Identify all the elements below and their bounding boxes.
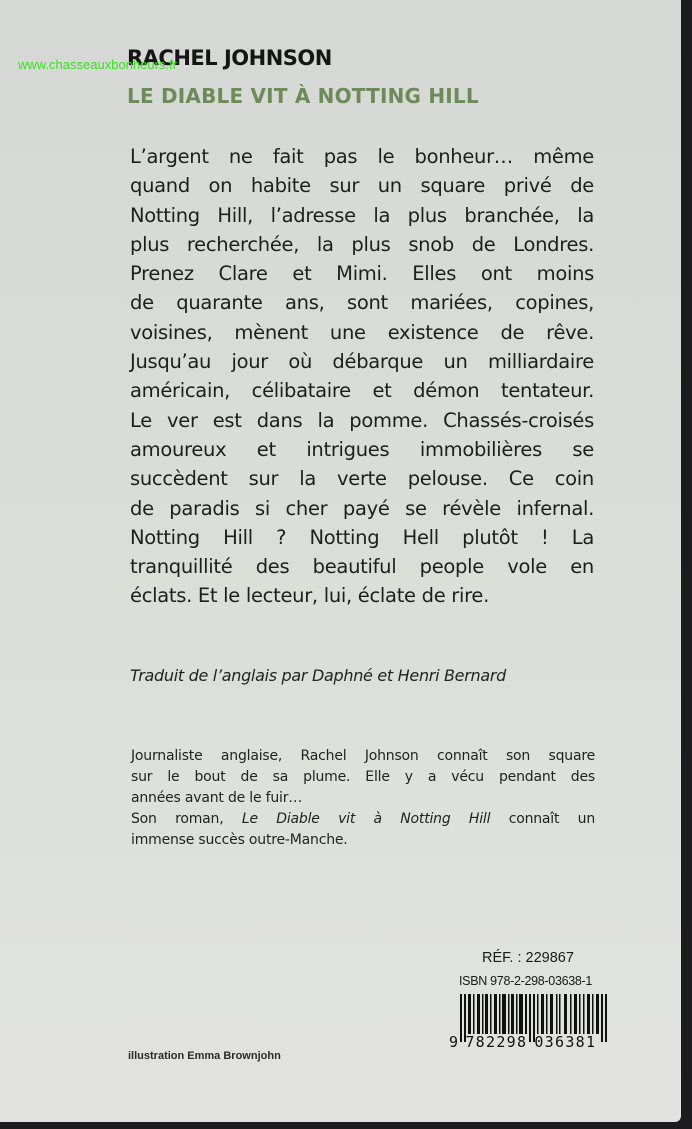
barcode-digit-group: 036381 bbox=[534, 1033, 597, 1051]
blurb-paragraph bbox=[130, 142, 594, 611]
bio-text: connaît un bbox=[508, 811, 595, 827]
blurb-line: voisines, mènent une existence de rêve. bbox=[130, 320, 594, 344]
blurb-line: tranquillité des beautiful people vole en bbox=[130, 555, 594, 579]
isbn-number: ISBN 978-2-298-03638-1 bbox=[459, 974, 593, 988]
author-bio bbox=[131, 746, 595, 851]
blurb-line: américain, célibataire et démon tentateur. bbox=[130, 379, 594, 403]
background-edge bbox=[0, 1122, 692, 1129]
reference-number: RÉF. : 229867 bbox=[482, 950, 574, 966]
blurb-line: Le ver est dans la pomme. Chassés-croisés bbox=[130, 408, 594, 432]
blurb-line: de quarante ans, sont mariées, copines, bbox=[130, 291, 594, 315]
bio-line: sur le bout de sa plume. Elle y a vécu pendant des bbox=[131, 769, 595, 785]
illustration-credit: illustration Emma Brownjohn bbox=[128, 1050, 281, 1062]
barcode-digit-group: 782298 bbox=[465, 1033, 528, 1051]
bio-line: immense succès outre-Manche. bbox=[131, 832, 348, 848]
blurb-line: de paradis si cher payé se révèle infernal. bbox=[130, 496, 594, 520]
blurb-line: amoureux et intrigues immobilières se bbox=[130, 437, 594, 461]
barcode-digit-first: 9 bbox=[449, 1033, 460, 1051]
bio-line bbox=[131, 809, 595, 830]
blurb-line: succèdent sur la verte pelouse. Ce coin bbox=[130, 467, 594, 491]
blurb-line: éclats. Et le lecteur, lui, éclate de rire. bbox=[130, 584, 490, 608]
translator-credit: Traduit de l’anglais par Daphné et Henri Bernard bbox=[130, 666, 506, 685]
blurb-line: plus recherchée, la plus snob de Londres. bbox=[130, 232, 594, 256]
author-name: RACHEL JOHNSON bbox=[127, 46, 332, 70]
bio-line: Journaliste anglaise, Rachel Johnson connaît son square bbox=[131, 748, 595, 764]
book-title: LE DIABLE VIT À NOTTING HILL bbox=[127, 84, 479, 108]
blurb-line: quand on habite sur un square privé de bbox=[130, 174, 594, 198]
blurb-line: Notting Hill ? Notting Hell plutôt ! La bbox=[130, 525, 594, 549]
book-title-italic: Le Diable vit à Notting Hill bbox=[241, 811, 491, 827]
bio-line: années avant de le fuir… bbox=[131, 790, 303, 806]
blurb-line: Prenez Clare et Mimi. Elles ont moins bbox=[130, 262, 594, 286]
bio-text: Son roman, bbox=[131, 811, 224, 827]
watermark-url: www.chasseauxbonheurs.fr bbox=[18, 57, 177, 72]
blurb-line: Jusqu’au jour où débarque un milliardaire bbox=[130, 350, 594, 374]
blurb-line: Notting Hill, l’adresse la plus branchée, la bbox=[130, 203, 594, 227]
blurb-line: L’argent ne fait pas le bonheur… même bbox=[130, 145, 594, 168]
barcode-digits bbox=[449, 1033, 596, 1051]
